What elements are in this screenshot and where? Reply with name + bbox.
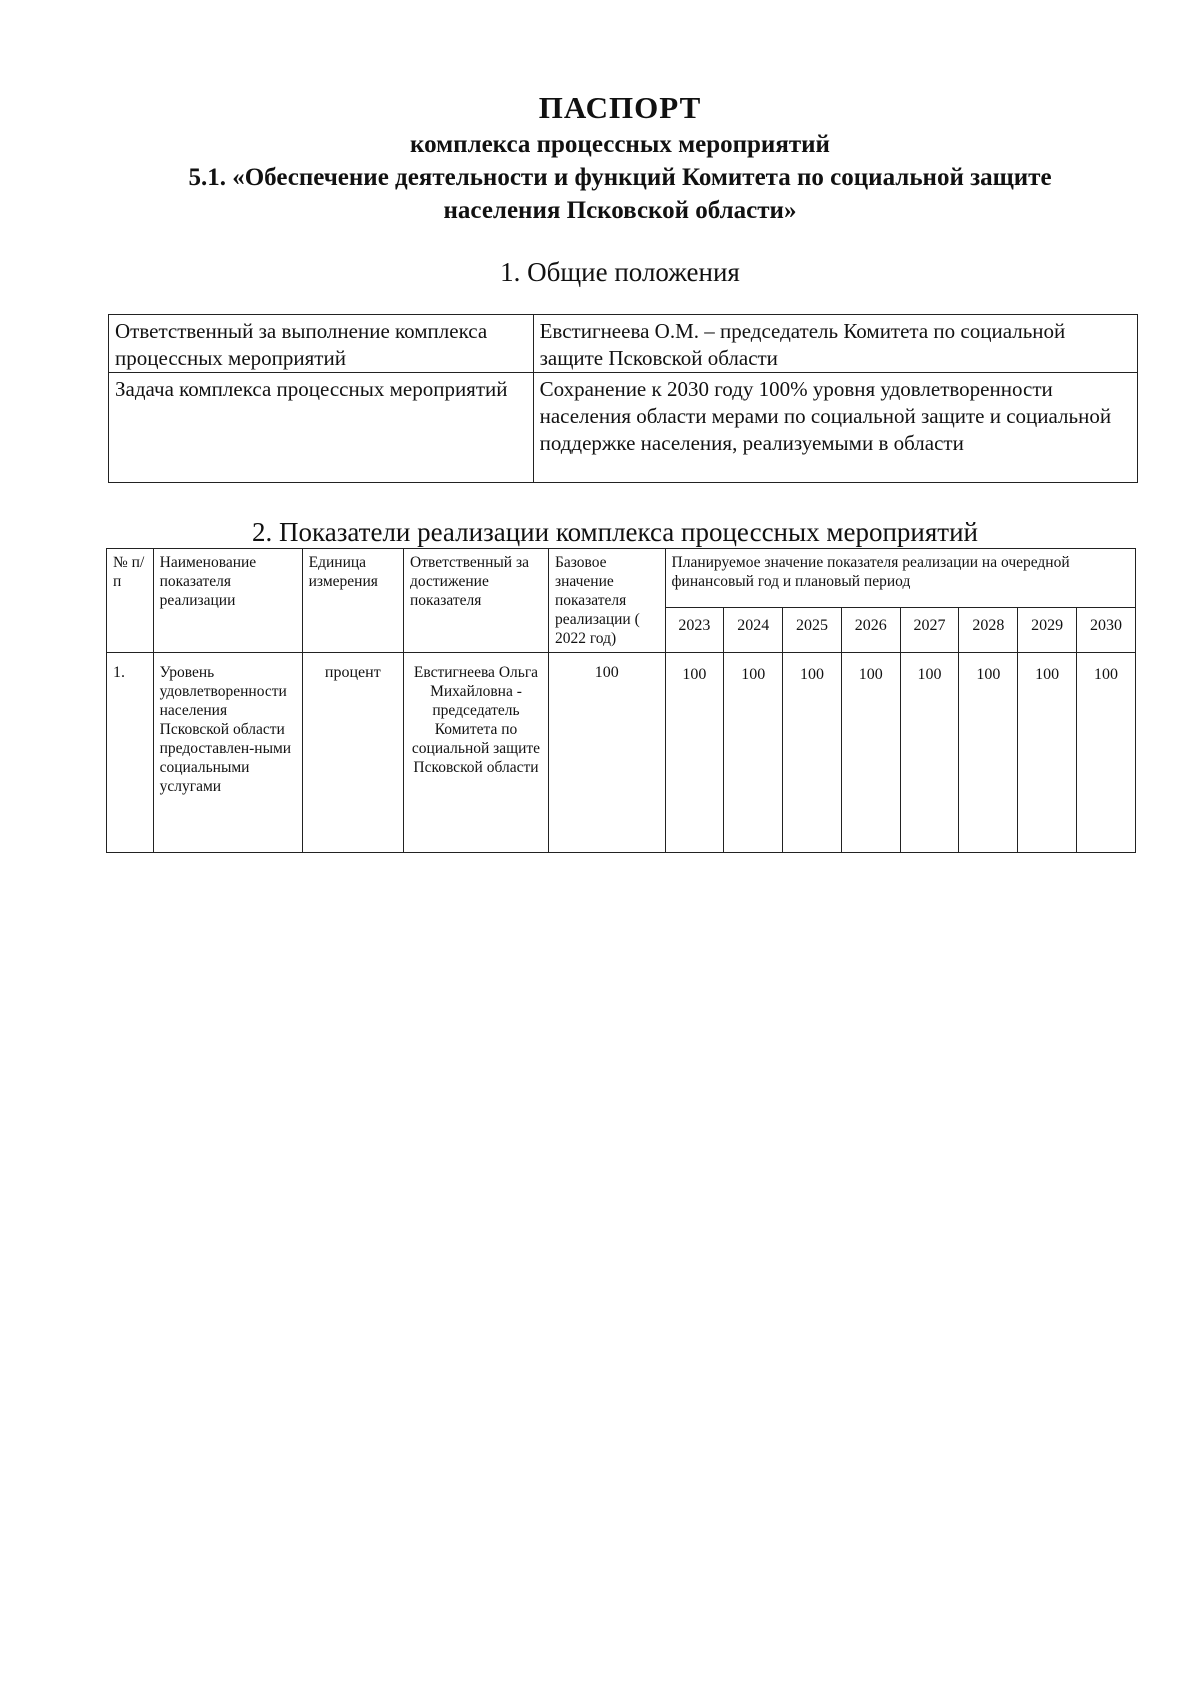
general-provisions-table (108, 314, 1138, 483)
year-header: 2029 (1018, 608, 1077, 653)
cell-value: 100 (900, 653, 959, 853)
cell-base: 100 (548, 653, 665, 853)
year-header: 2027 (900, 608, 959, 653)
year-header: 2025 (783, 608, 842, 653)
cell-value: 100 (959, 653, 1018, 853)
document-header (0, 88, 1200, 227)
header-responsible: Ответственный за достижение показателя (404, 549, 549, 653)
cell-name: Уровень удовлетворенности населения Псковской области предоставлен-ными социальными услугами (153, 653, 302, 853)
year-header: 2030 (1076, 608, 1135, 653)
row-value: Евстигнеева О.М. – председатель Комитета по социальной защите Псковской области (533, 315, 1137, 373)
cell-num: 1. (107, 653, 154, 853)
row-label: Ответственный за выполнение комплекса процессных мероприятий (109, 315, 534, 373)
row-label: Задача комплекса процессных мероприятий (109, 373, 534, 483)
document-title: ПАСПОРТ (538, 90, 702, 125)
cell-value: 100 (1076, 653, 1135, 853)
cell-value: 100 (783, 653, 842, 853)
cell-unit: процент (302, 653, 403, 853)
year-header: 2028 (959, 608, 1018, 653)
year-header: 2023 (665, 608, 724, 653)
header-planned: Планируемое значение показателя реализации на очередной финансовый год и плановый период (665, 549, 1135, 608)
cell-value: 100 (1018, 653, 1077, 853)
table-row (107, 653, 1136, 853)
table-row (109, 373, 1138, 483)
program-name-line-1: 5.1. «Обеспечение деятельности и функций Комитета по социальной защите (188, 164, 1052, 191)
cell-responsible: Евстигнеева Ольга Михайловна - председатель Комитета по социальной защите Псковской области (404, 653, 549, 853)
document-subtitle: комплекса процессных мероприятий (410, 131, 830, 158)
cell-value: 100 (724, 653, 783, 853)
year-header: 2024 (724, 608, 783, 653)
year-header: 2026 (841, 608, 900, 653)
table-row (109, 315, 1138, 373)
header-unit: Единица измерения (302, 549, 403, 653)
header-num: № п/п (107, 549, 154, 653)
indicators-table (106, 548, 1136, 853)
header-row (107, 549, 1136, 608)
program-name-line-2: населения Псковской области» (443, 197, 797, 224)
section-1-heading: 1. Общие положения (500, 257, 740, 287)
header-name: Наименование показателя реализации (153, 549, 302, 653)
row-value: Сохранение к 2030 году 100% уровня удовлетворенности населения области мерами по социальной защите и социальной поддержке населения, реализуемыми в области (533, 373, 1137, 483)
cell-value: 100 (665, 653, 724, 853)
section-2-heading: 2. Показатели реализации комплекса процессных мероприятий (252, 517, 978, 547)
cell-value: 100 (841, 653, 900, 853)
header-base: Базовое значение показателя реализации ( 2022 год) (548, 549, 665, 653)
